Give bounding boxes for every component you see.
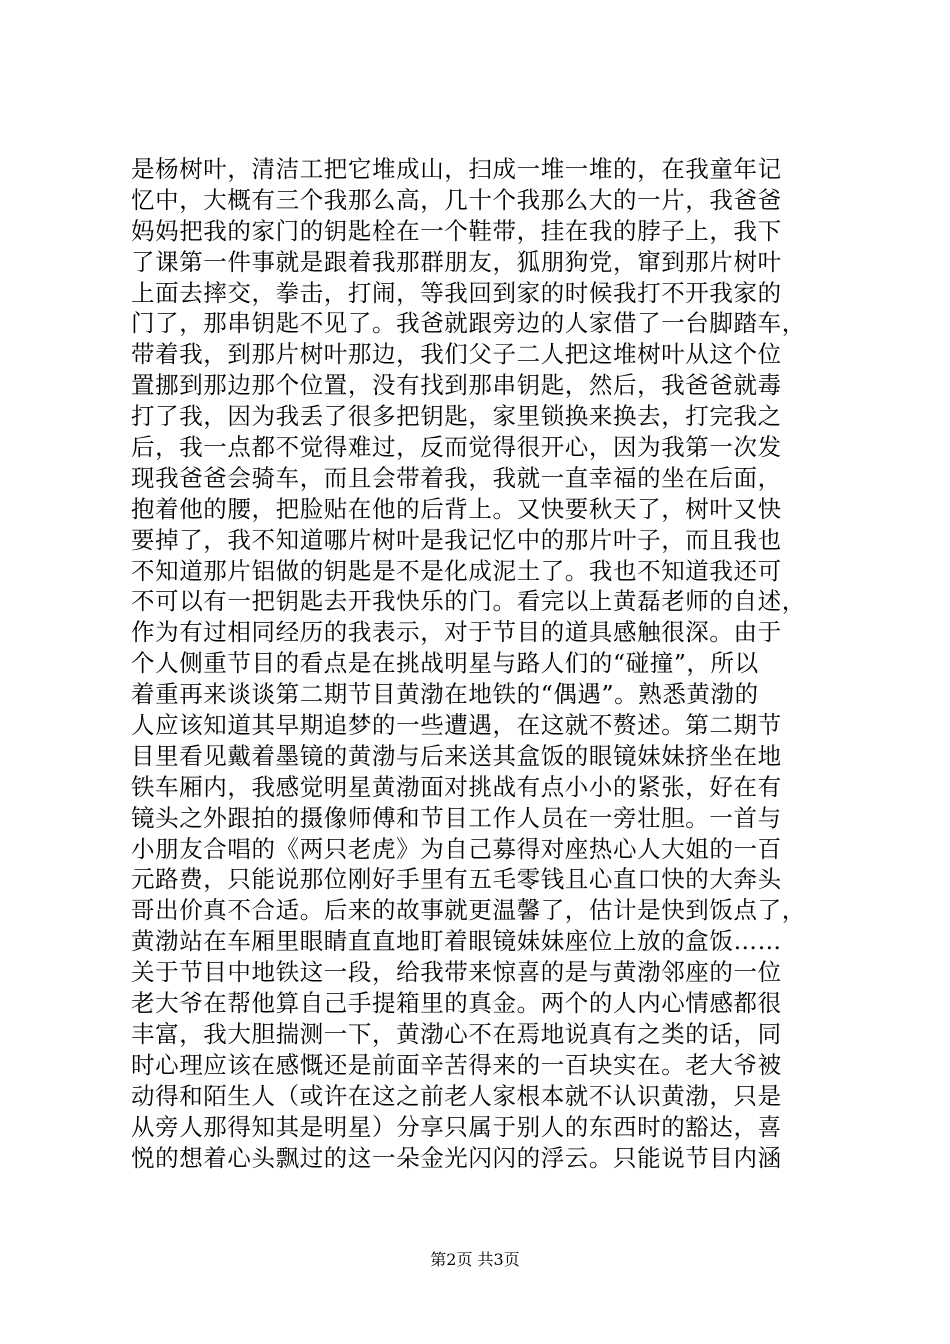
text-line: 人应该知道其早期追梦的一些遭遇，在这就不赘述。第二期节 — [131, 711, 782, 740]
text-line: 不知道那片铝做的钥匙是不是化成泥土了。我也不知道我还可 — [131, 556, 782, 585]
text-line: 黄渤站在车厢里眼睛直直地盯着眼镜妹妹座位上放的盒饭…… — [131, 927, 782, 956]
text-line: 铁车厢内，我感觉明星黄渤面对挑战有点小小的紧张，好在有 — [131, 772, 782, 801]
text-line: 动得和陌生人（或许在这之前老人家根本就不认识黄渤，只是 — [131, 1081, 782, 1110]
text-line: 着重再来谈谈第二期节目黄渤在地铁的“偶遇”。熟悉黄渤的 — [131, 680, 759, 709]
text-line: 哥出价真不合适。后来的故事就更温馨了，估计是快到饭点了， — [131, 896, 806, 925]
page-footer — [0, 1247, 950, 1270]
text-line: 目里看见戴着墨镜的黄渤与后来送其盒饭的眼镜妹妹挤坐在地 — [131, 741, 782, 770]
text-line: 妈妈把我的家门的钥匙栓在一个鞋带，挂在我的脖子上，我下 — [131, 216, 782, 245]
text-line: 时心理应该在感慨还是前面辛苦得来的一百块实在。老大爷被 — [131, 1050, 782, 1079]
text-line: 老大爷在帮他算自己手提箱里的真金。两个的人内心情感都很 — [131, 989, 782, 1018]
text-line: 门了，那串钥匙不见了。我爸就跟旁边的人家借了一台脚踏车， — [131, 309, 806, 338]
text-line: 从旁人那得知其是明星）分享只属于别人的东西时的豁达，喜 — [131, 1112, 782, 1141]
text-line: 悦的想着心头飘过的这一朵金光闪闪的浮云。只能说节目内涵 — [131, 1143, 782, 1172]
text-line: 要掉了，我不知道哪片树叶是我记忆中的那片叶子，而且我也 — [131, 525, 782, 554]
text-line: 后，我一点都不觉得难过，反而觉得很开心，因为我第一次发 — [131, 433, 782, 462]
text-line: 个人侧重节目的看点是在挑战明星与路人们的“碰撞”，所以 — [131, 649, 759, 678]
text-line: 忆中，大概有三个我那么高，几十个我那么大的一片，我爸爸 — [131, 185, 782, 214]
text-line: 上面去摔交，拳击，打闹，等我回到家的时候我打不开我家的 — [131, 278, 782, 307]
text-line: 作为有过相同经历的我表示，对于节目的道具感触很深。由于 — [131, 618, 782, 647]
text-line: 抱着他的腰，把脸贴在他的后背上。又快要秋天了，树叶又快 — [131, 494, 782, 523]
text-line: 镜头之外跟拍的摄像师傅和节目工作人员在一旁壮胆。一首与 — [131, 803, 782, 832]
text-line: 带着我，到那片树叶那边，我们父子二人把这堆树叶从这个位 — [131, 340, 782, 369]
text-line: 丰富，我大胆揣测一下，黄渤心不在焉地说真有之类的话，同 — [131, 1019, 782, 1048]
text-line: 现我爸爸会骑车，而且会带着我，我就一直幸福的坐在后面， — [131, 463, 782, 492]
text-line: 打了我，因为我丢了很多把钥匙，家里锁换来换去，打完我之 — [131, 402, 782, 431]
text-line: 元路费，只能说那位刚好手里有五毛零钱且心直口快的大奔头 — [131, 865, 782, 894]
text-line: 不可以有一把钥匙去开我快乐的门。看完以上黄磊老师的自述， — [131, 587, 806, 616]
text-line: 是杨树叶，清洁工把它堆成山，扫成一堆一堆的，在我童年记 — [131, 155, 782, 183]
text-line: 了课第一件事就是跟着我那群朋友，狐朋狗党，窜到那片树叶 — [131, 247, 782, 276]
text-line: 置挪到那边那个位置，没有找到那串钥匙，然后，我爸爸就毒 — [131, 371, 782, 400]
text-line: 小朋友合唱的《两只老虎》为自己募得对座热心人大姐的一百 — [131, 834, 782, 863]
text-line: 关于节目中地铁这一段，给我带来惊喜的是与黄渤邻座的一位 — [131, 958, 782, 987]
body-text — [131, 154, 831, 1173]
page-number-label: 第2页 共3页 — [430, 1250, 520, 1269]
